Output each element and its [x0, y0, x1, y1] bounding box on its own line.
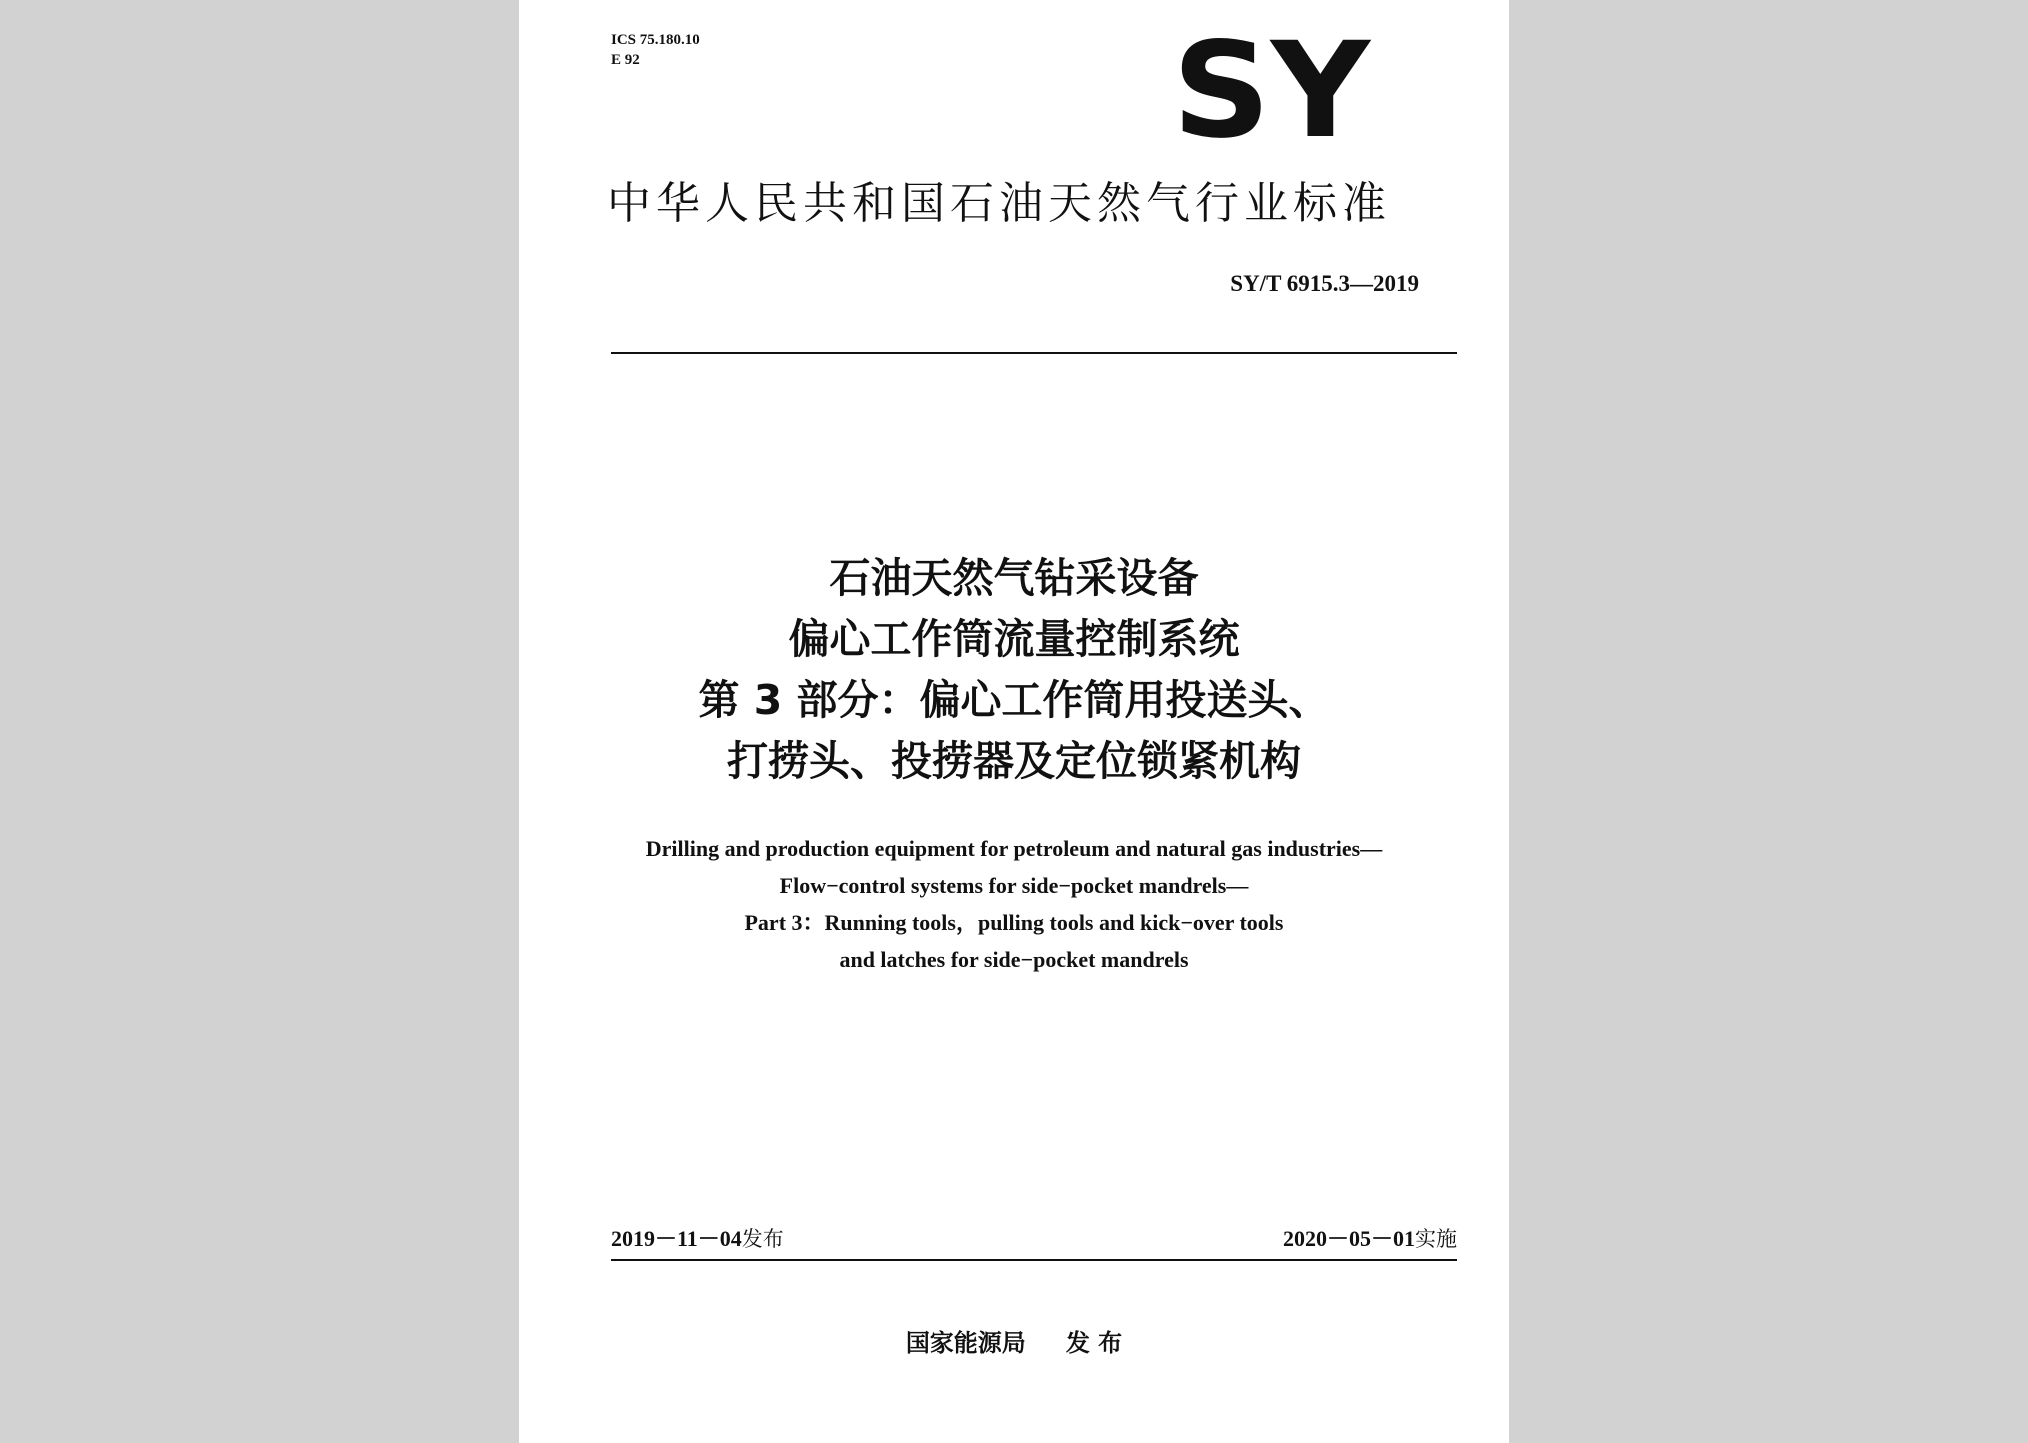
standard-number: SY/T 6915.3—2019: [1230, 271, 1419, 296]
chinese-title: [519, 548, 1509, 792]
english-title-line: Part 3：Running tools，pulling tools and kick−over tools: [744, 910, 1284, 935]
english-title: [519, 830, 1509, 978]
publisher-line: [519, 1326, 1509, 1360]
english-title-line: Flow−control systems for side−pocket mandrels—: [779, 873, 1249, 898]
chinese-title-line: 第 3 部分：偏心工作筒用投送头、: [698, 676, 1330, 724]
issue-date-value: 2019－11－04: [611, 1226, 742, 1251]
issue-date: [611, 1224, 784, 1254]
chinese-title-line: 偏心工作筒流量控制系统: [788, 615, 1240, 663]
top-divider: [611, 352, 1457, 354]
effective-date-value: 2020－05－01: [1282, 1226, 1415, 1251]
publisher-action: 发 布: [1065, 1329, 1123, 1357]
issuer-title: 中华人民共和国石油天然气行业标准: [607, 178, 1391, 229]
effective-date: [1283, 1224, 1457, 1254]
chinese-title-line: 石油天然气钻采设备: [829, 554, 1199, 602]
document-page: [519, 0, 1509, 1443]
english-title-line: and latches for side−pocket mandrels: [839, 947, 1189, 972]
english-title-line: Drilling and production equipment for petroleum and natural gas industries—: [645, 836, 1383, 861]
ics-code: ICS 75.180.10: [611, 32, 700, 48]
publisher-name: 国家能源局: [905, 1329, 1026, 1357]
chinese-title-line: 打捞头、投捞器及定位锁紧机构: [727, 737, 1301, 785]
bottom-divider: [611, 1259, 1457, 1261]
logo-text: SY: [1172, 32, 1372, 148]
ccs-code: E 92: [611, 52, 640, 68]
effective-date-label: 实施: [1415, 1227, 1457, 1251]
sy-logo: [1170, 32, 1372, 148]
issue-date-label: 发布: [741, 1227, 784, 1251]
